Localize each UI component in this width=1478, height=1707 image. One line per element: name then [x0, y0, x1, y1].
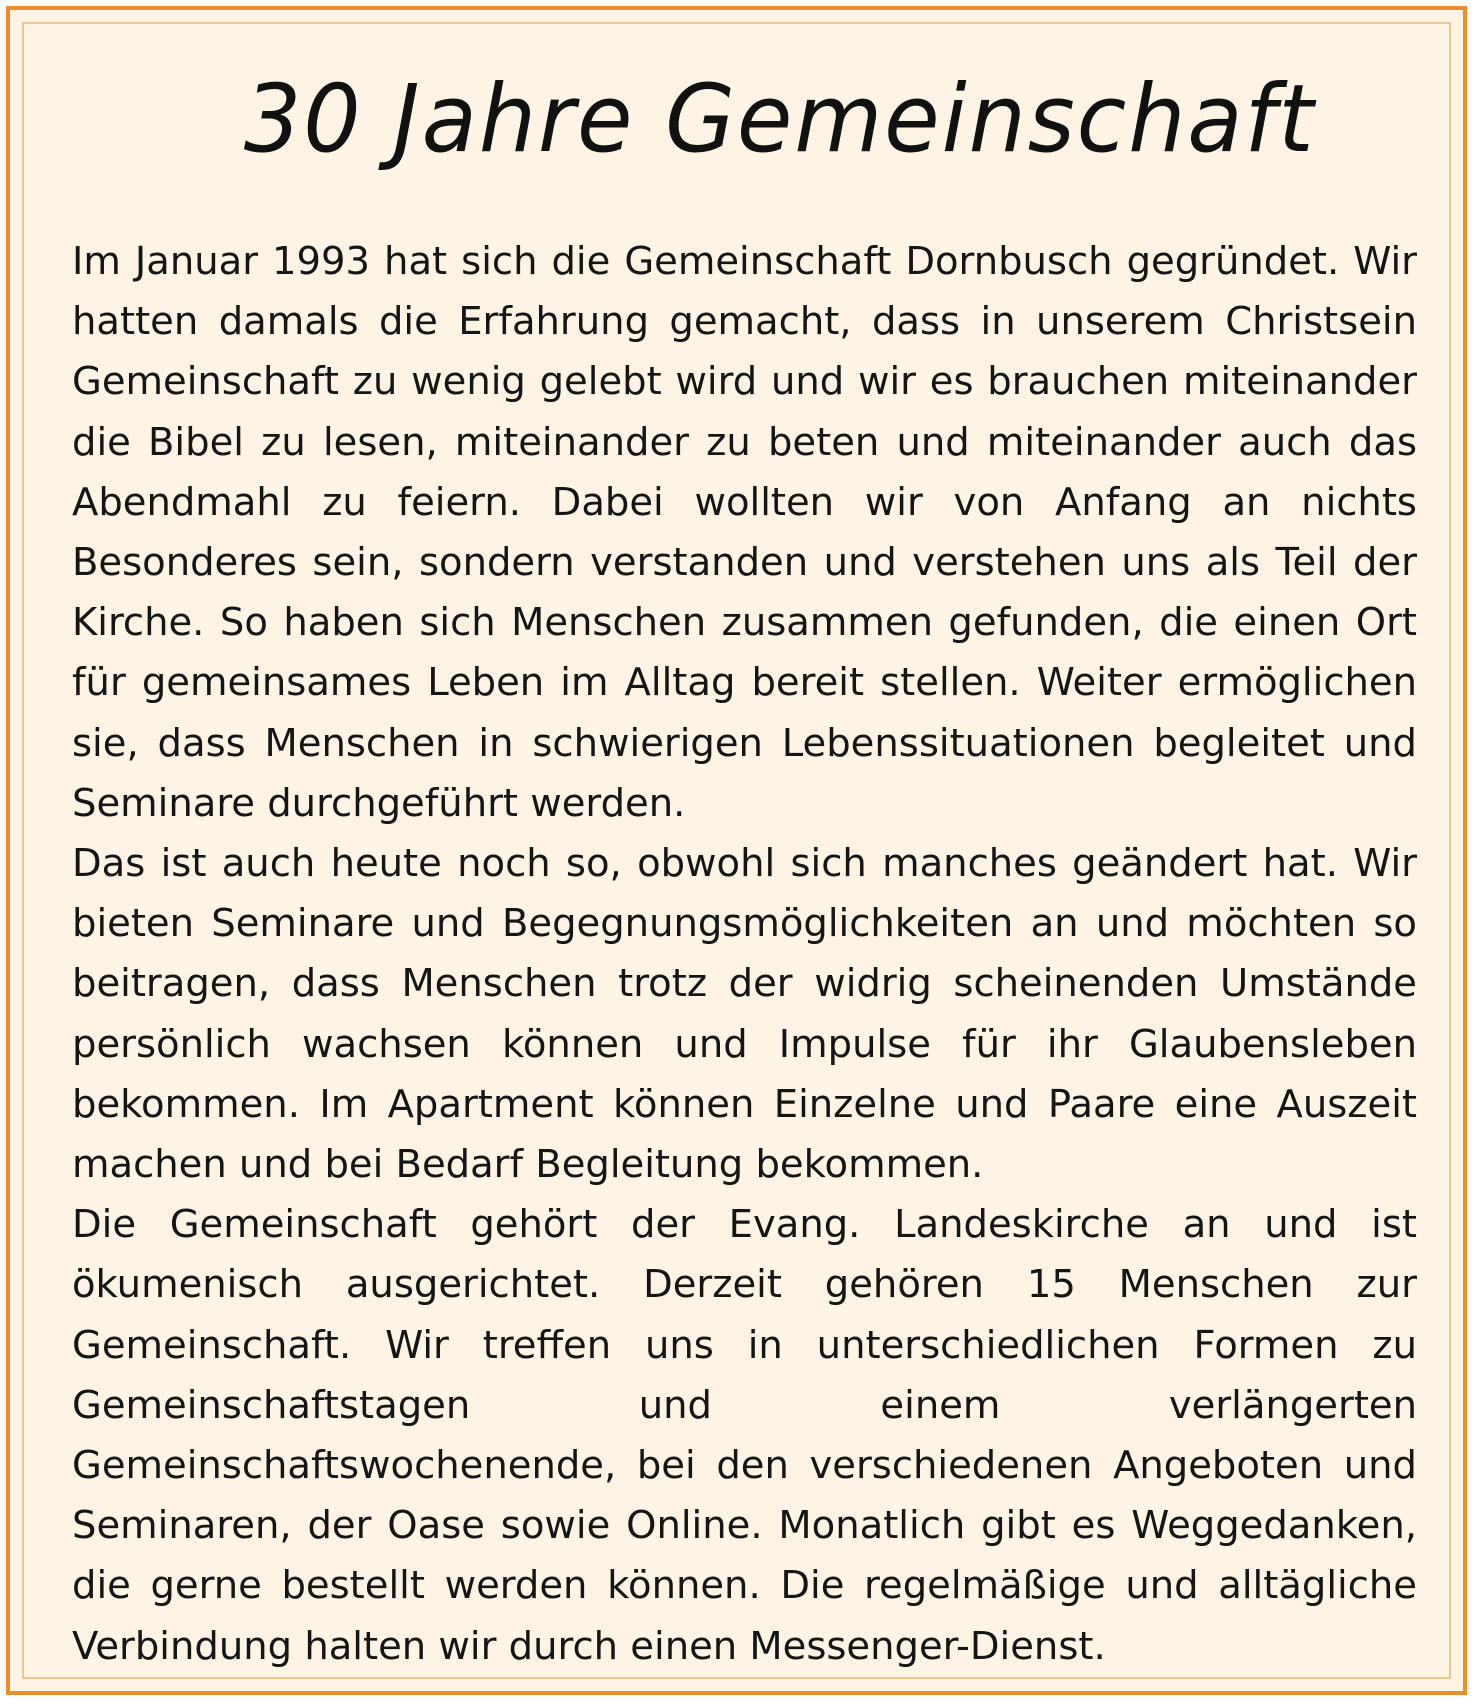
page-title: 30 Jahre Gemeinschaft — [243, 65, 1316, 174]
article-body — [72, 232, 1417, 1677]
paragraph-community: Die Gemeinschaft gehört der Evang. Landeskirche an und ist ökumenisch ausgerichtet. Derzeit gehören 15 Menschen zur Gemeinschaft. Wir treffen uns in unterschiedlichen Formen zu Gemeinschaftstagen und einem verlängerten Gemeinschaftswochenende, bei den verschiedenen Angeboten und Seminaren, der Oase sowie Online. Monatlich gibt es Weggedanken, die gerne bestellt werden können. Die regelmäßige und alltägliche Verbindung halten wir durch einen Messenger-Dienst. — [72, 1202, 1417, 1669]
paragraph-today: Das ist auch heute noch so, obwohl sich manches geändert hat. Wir bieten Seminare und Begegnungsmöglichkeiten an und möchten so beitragen, dass Menschen trotz der widrig scheinenden Umstände persönlich wachsen können und Impulse für ihr Glaubensleben bekommen. Im Apartment können Einzelne und Paare eine Auszeit machen und bei Bedarf Begleitung bekommen. — [72, 841, 1417, 1188]
article-card — [6, 6, 1467, 1695]
paragraph-founding: Im Januar 1993 hat sich die Gemeinschaft Dornbusch gegründet. Wir hatten damals die Erfahrung gemacht, dass in unserem Christsein Gemeinschaft zu wenig gelebt wird und wir es brauchen miteinander die Bibel zu lesen, miteinander zu beten und miteinander auch das Abendmahl zu feiern. Dabei wollten wir von Anfang an nichts Besonderes sein, sondern verstanden und verstehen uns als Teil der Kirche. So haben sich Menschen zusammen gefunden, die einen Ort für gemeinsames Leben im Alltag bereit stellen. Weiter ermöglichen sie, dass Menschen in schwierigen Lebenssituationen begleitet und Seminare durchgeführt werden. — [72, 239, 1417, 826]
